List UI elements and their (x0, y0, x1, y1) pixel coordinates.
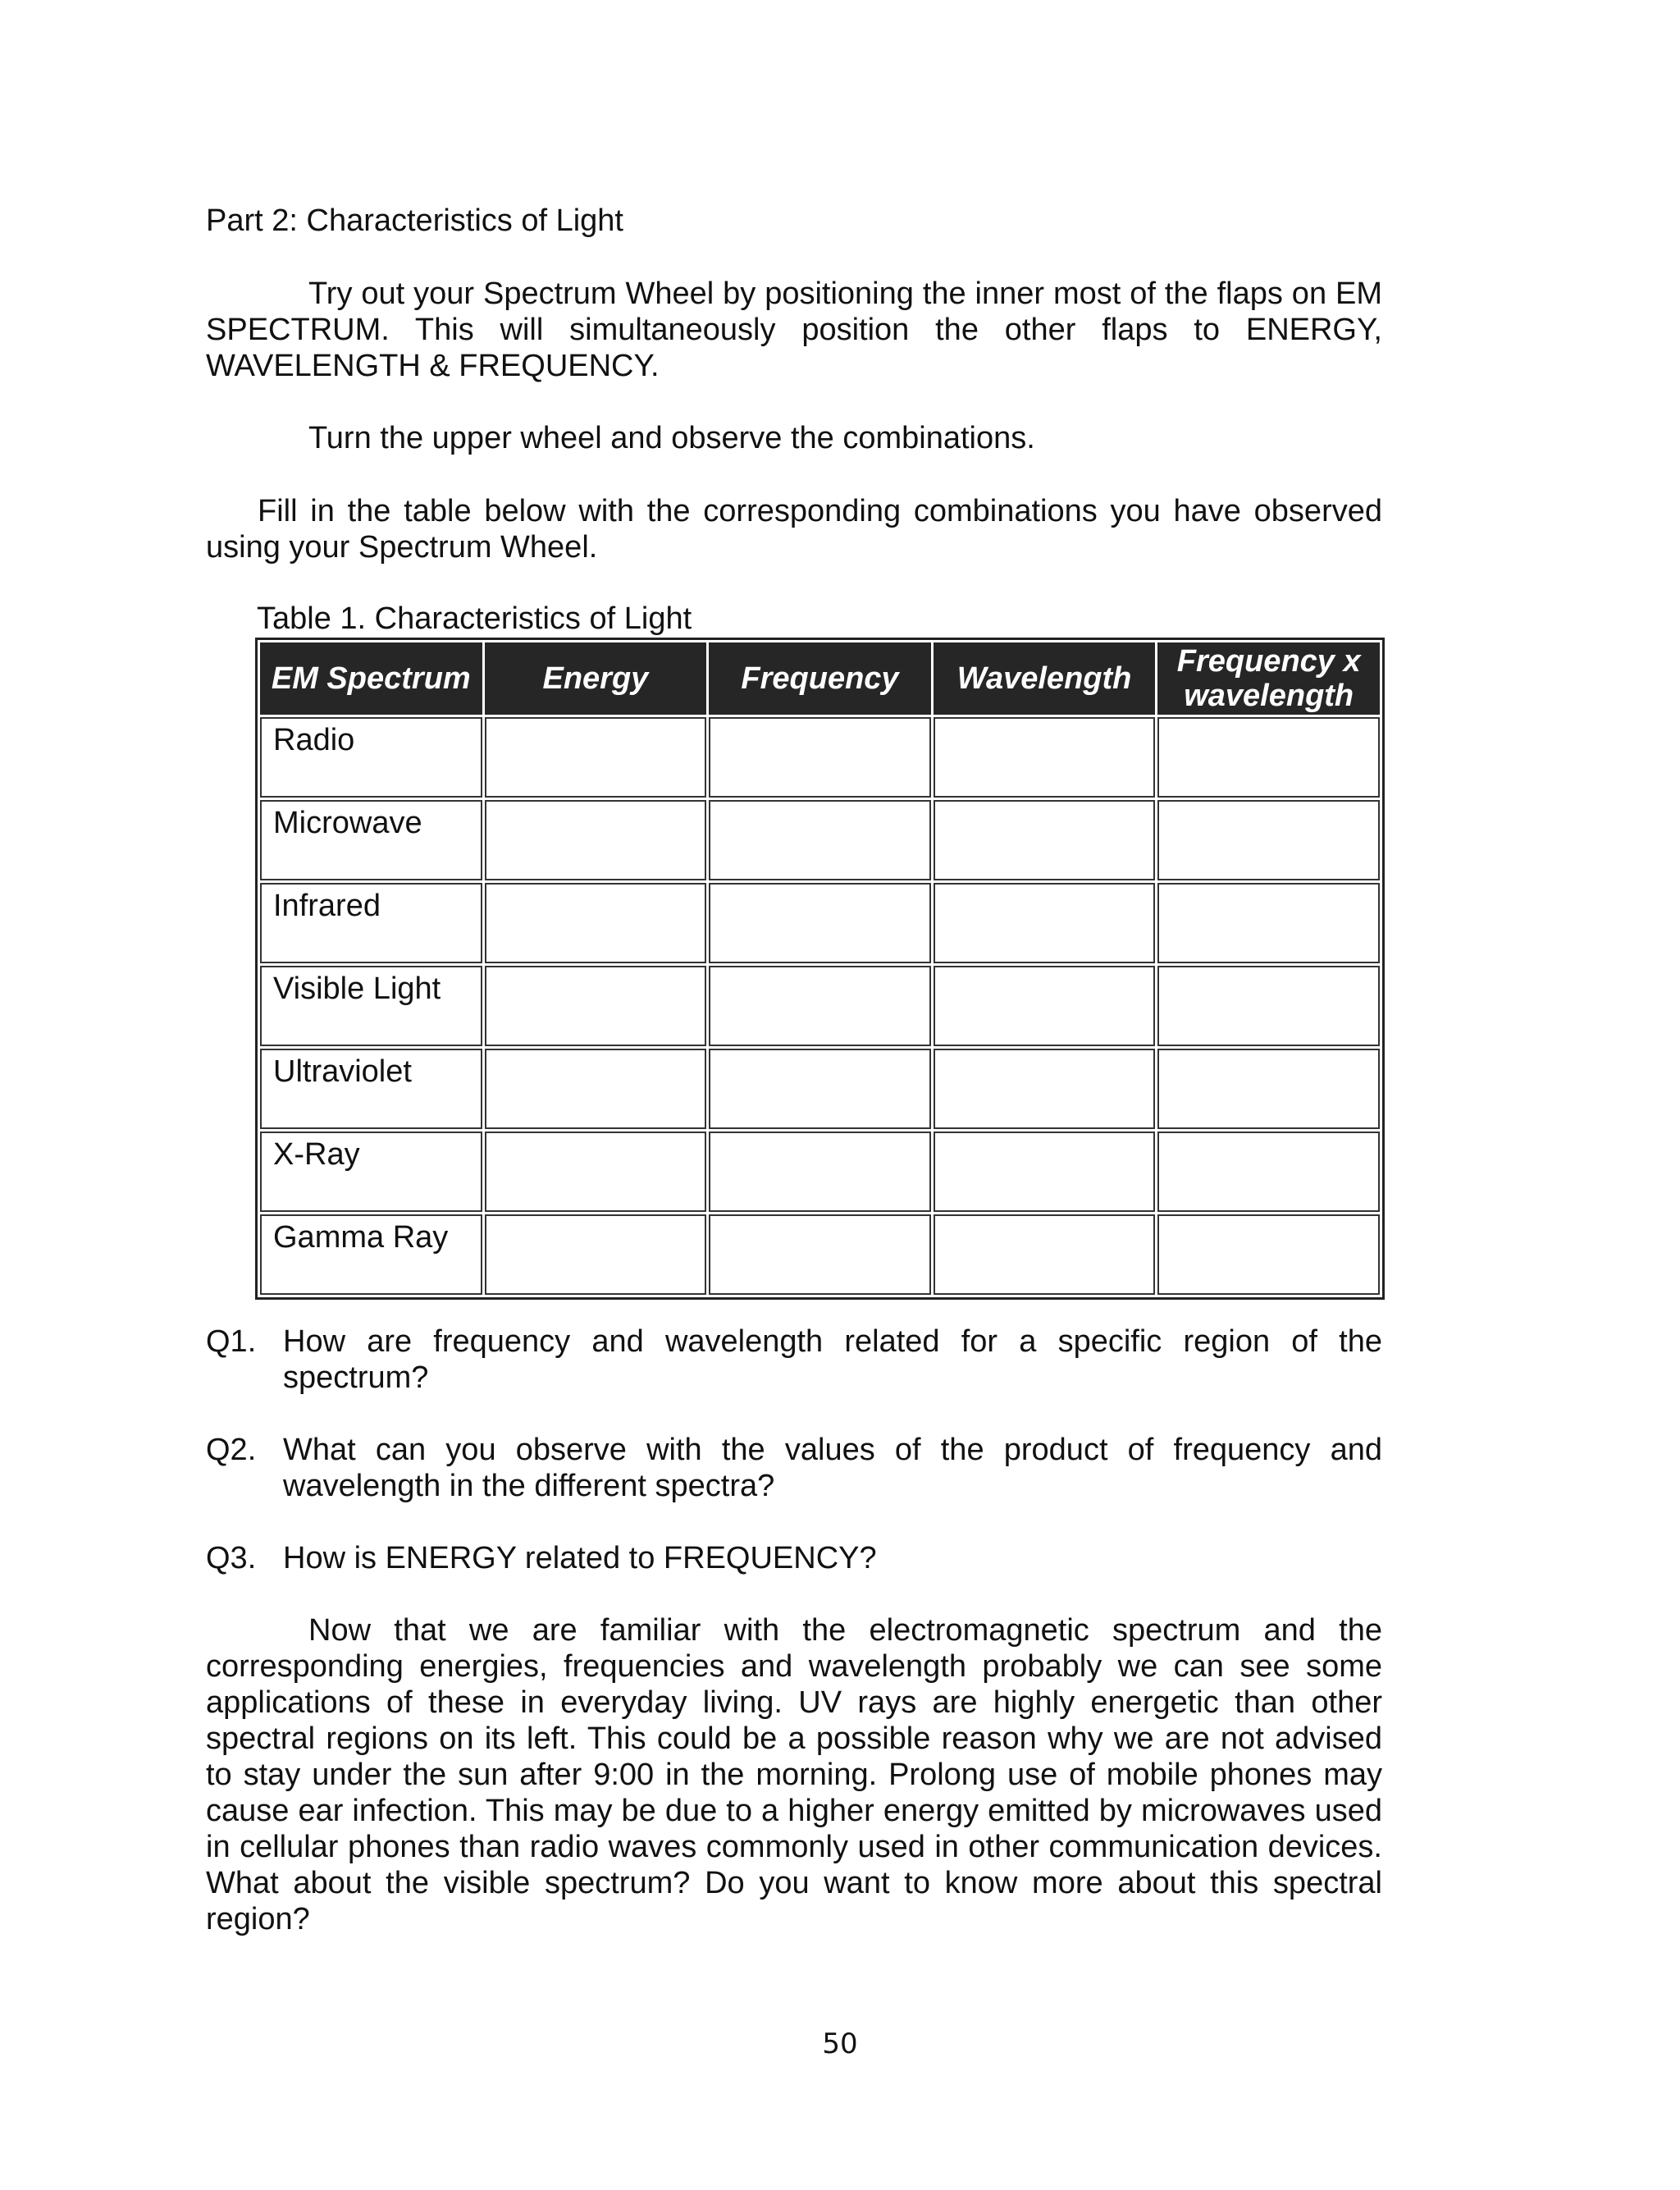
header-energy: Energy (485, 642, 707, 715)
question-number: Q2. (206, 1433, 257, 1467)
question-number: Q3. (206, 1541, 257, 1575)
product-cell[interactable] (1157, 883, 1380, 963)
wavelength-cell[interactable] (934, 717, 1156, 798)
table-caption: Table 1. Characteristics of Light (257, 601, 692, 636)
wavelength-cell[interactable] (934, 966, 1156, 1046)
frequency-cell[interactable] (709, 1214, 931, 1295)
header-frequency: Frequency (709, 642, 931, 715)
row-label-ultraviolet: Ultraviolet (260, 1049, 482, 1129)
question-2 (206, 1432, 1382, 1504)
energy-cell[interactable] (485, 966, 707, 1046)
product-cell[interactable] (1157, 966, 1380, 1046)
table-row (260, 966, 1380, 1046)
turn-wheel-paragraph: Turn the upper wheel and observe the combinations. (308, 421, 1035, 455)
intro-paragraph: Try out your Spectrum Wheel by positioning the inner most of the flaps on EM SPECTRUM. This will simultaneously position the other flaps to ENERGY, WAVELENGTH & FREQUENCY. (206, 277, 1382, 383)
energy-cell[interactable] (485, 1049, 707, 1129)
energy-cell[interactable] (485, 883, 707, 963)
product-cell[interactable] (1157, 717, 1380, 798)
page-number: 50 (822, 2028, 858, 2060)
closing-paragraph: Now that we are familiar with the electromagnetic spectrum and the corresponding energies, frequencies and wavelength probably we can see some applications of these in everyday living. UV rays are highly energetic than other spectral regions on its left. This could be a possible reason why we are not advised to stay under the sun after 9:00 in the morning. Prolong use of mobile phones may cause ear infection. This may be due to a higher energy emitted by microwaves used in cellular phones than radio waves commonly used in other communication devices. What about the visible spectrum? Do you want to know more about this spectral region? (206, 1613, 1382, 1936)
frequency-cell[interactable] (709, 1049, 931, 1129)
header-wavelength: Wavelength (934, 642, 1156, 715)
section-heading: Part 2: Characteristics of Light (206, 203, 623, 238)
table-row (260, 1132, 1380, 1212)
header-frequency-x-wavelength: Frequency x wavelength (1157, 642, 1380, 715)
question-3 (206, 1540, 1382, 1576)
frequency-cell[interactable] (709, 966, 931, 1046)
product-cell[interactable] (1157, 800, 1380, 880)
product-cell[interactable] (1157, 1049, 1380, 1129)
energy-cell[interactable] (485, 717, 707, 798)
product-cell[interactable] (1157, 1132, 1380, 1212)
characteristics-table (255, 638, 1385, 1300)
table-row (260, 717, 1380, 798)
frequency-cell[interactable] (709, 717, 931, 798)
question-text: How are frequency and wavelength related for a specific region of the spectrum? (283, 1324, 1382, 1395)
wavelength-cell[interactable] (934, 883, 1156, 963)
wavelength-cell[interactable] (934, 1214, 1156, 1295)
question-number: Q1. (206, 1324, 257, 1359)
question-1 (206, 1324, 1382, 1396)
wavelength-cell[interactable] (934, 1049, 1156, 1129)
row-label-radio: Radio (260, 717, 482, 798)
table-row (260, 883, 1380, 963)
header-em-spectrum: EM Spectrum (260, 642, 482, 715)
frequency-cell[interactable] (709, 1132, 931, 1212)
wavelength-cell[interactable] (934, 800, 1156, 880)
table-row (260, 1049, 1380, 1129)
row-label-gamma-ray: Gamma Ray (260, 1214, 482, 1295)
product-cell[interactable] (1157, 1214, 1380, 1295)
row-label-visible-light: Visible Light (260, 966, 482, 1046)
question-text: How is ENERGY related to FREQUENCY? (283, 1541, 877, 1575)
wavelength-cell[interactable] (934, 1132, 1156, 1212)
energy-cell[interactable] (485, 1214, 707, 1295)
table-header-row (260, 642, 1380, 715)
fill-table-paragraph: Fill in the table below with the corresponding combinations you have observed using your Spectrum Wheel. (206, 494, 1382, 565)
energy-cell[interactable] (485, 1132, 707, 1212)
table-row (260, 1214, 1380, 1295)
row-label-x-ray: X-Ray (260, 1132, 482, 1212)
row-label-microwave: Microwave (260, 800, 482, 880)
question-text: What can you observe with the values of the product of frequency and wavelength in the different spectra? (283, 1433, 1382, 1503)
table-row (260, 800, 1380, 880)
frequency-cell[interactable] (709, 800, 931, 880)
row-label-infrared: Infrared (260, 883, 482, 963)
energy-cell[interactable] (485, 800, 707, 880)
frequency-cell[interactable] (709, 883, 931, 963)
